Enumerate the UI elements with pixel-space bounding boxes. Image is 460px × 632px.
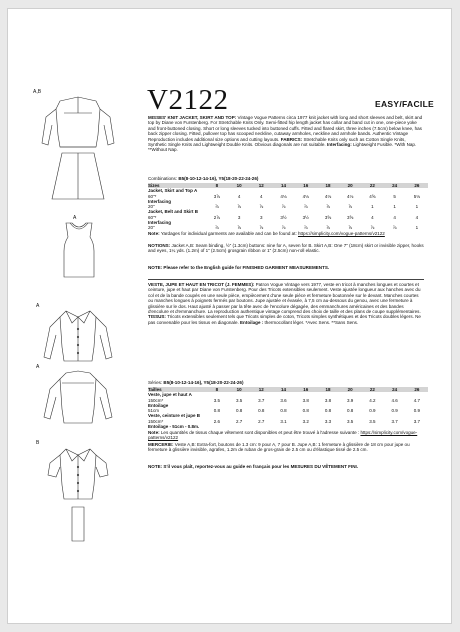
table-cell: 4.7 xyxy=(413,397,420,403)
jacket-skirt-back-illustration xyxy=(28,95,128,205)
table-header-cell: 8 xyxy=(206,387,228,392)
table-cell: 5 xyxy=(393,193,396,199)
table-row xyxy=(148,424,428,429)
table-cell: 0.9 xyxy=(369,408,376,414)
table-cell: 0.8 xyxy=(280,408,287,414)
table-row-label: Veste, jupe et haut A xyxy=(148,392,192,398)
french-note-link[interactable]: https://simplicity.com/vogue-patterns/v2122 xyxy=(148,430,418,441)
table-cell: 2.6 xyxy=(213,418,220,424)
table-header-cell: Sizes xyxy=(148,183,206,188)
table-cell: ⅞ xyxy=(281,225,286,231)
table-row-label: Entoilage xyxy=(148,402,169,408)
english-yardage-table xyxy=(148,183,428,231)
table-row xyxy=(148,225,428,230)
french-description-text: Patron Vogue Vintage vers 1977, veste en tricot à manches longues et courtes et ceinture, jupe et haut par Diane von Furstenberg. Pour des Tricots extensibles seulement. Veste ajustée longueur aux hanches avec du col et de la bande coupés en une seule pièce, empiècement d'une seule pièce et fermeture boutonnée sur le devant. Manches courtes ou manches longues à poignets fermés par boutons. Jupe ajustée et évasée, à 7,5 cm au-dessous du genou, avec une fermeture à glissière sur le dos. Haut ajusté à passer par la tête avec de l'encolure dégagée, des emmanchures américaines et des bandes d'encolure et d'emmanchure. La reproduction authentique vintage comprend des choix de taille et des plans de coupe supplémentaires. xyxy=(148,282,421,315)
table-cell: 3.7 xyxy=(258,397,265,403)
table-cell: 3.3 xyxy=(324,418,332,424)
french-interfacing-label: Entoilage : xyxy=(240,319,264,325)
french-interfacing-text: thermocollant léger. *Avec Sens. **Sans Sens. xyxy=(264,319,359,325)
french-series-label: Séries: xyxy=(148,380,163,385)
jacket-front-long-sleeve-illustration xyxy=(40,307,116,371)
table-header-cell: 14 xyxy=(272,387,294,392)
french-yardage-table xyxy=(148,387,428,429)
table-row-label: 51cm xyxy=(148,408,160,414)
table-cell: 4.2 xyxy=(369,397,376,403)
french-notions xyxy=(148,442,424,453)
table-cell: 4 xyxy=(393,214,396,220)
table-cell: 0.8 xyxy=(302,408,309,414)
table-cell: 4⅝ xyxy=(369,193,376,199)
table-cell: 2.7 xyxy=(258,418,265,424)
table-header-cell: 10 xyxy=(228,183,250,188)
table-header-cell: 18 xyxy=(317,387,339,392)
table-cell: ⅞ xyxy=(237,204,241,210)
table-cell: 1 xyxy=(415,225,419,231)
table-cell: 3⅝ xyxy=(324,214,332,220)
table-cell: 4⅛ xyxy=(302,193,309,199)
top-back-illustration xyxy=(56,221,102,281)
table-cell: 4⅛ xyxy=(324,193,332,199)
table-cell: 3½ xyxy=(280,214,287,220)
table-row-label: Jacket, Skirt and Top A xyxy=(148,188,198,194)
table-cell: 2.7 xyxy=(235,418,243,424)
table-cell: ⅞ xyxy=(214,225,219,231)
table-row-label: Jacket, Belt and Skirt B xyxy=(148,209,199,215)
table-cell: 4 xyxy=(371,214,374,220)
english-note-text: Yardages for individual garments are available and can be found at: xyxy=(160,231,297,236)
table-cell: 3 xyxy=(237,214,241,220)
table-cell: 0.8 xyxy=(235,408,243,414)
illustration-label-jacket-back: A xyxy=(36,364,40,370)
table-cell: 0.9 xyxy=(413,408,420,414)
english-notice-text: Please refer to the English guide for FINISHED GARMENT MEASUREMENTS. xyxy=(163,265,330,270)
english-combinations xyxy=(148,176,424,181)
table-cell: ⅞ xyxy=(237,225,241,231)
table-row-label: 60"* xyxy=(148,214,157,220)
table-header-cell: 10 xyxy=(228,387,250,392)
table-header-cell: 12 xyxy=(250,387,272,392)
table-cell: 3½ xyxy=(302,214,309,220)
french-table-body xyxy=(148,392,428,429)
english-title: MISSES' KNIT JACKET, SKIRT AND TOP: xyxy=(148,115,237,120)
french-note-label: Note: xyxy=(148,430,160,435)
table-cell: 4 xyxy=(415,214,419,220)
table-cell: 3.8 xyxy=(324,397,332,403)
table-header-cell: 22 xyxy=(361,183,383,188)
table-cell: 0.8 xyxy=(347,408,354,414)
english-interfacing-text: Lightweight Fusible. *With Nap. **Without Nap. xyxy=(148,142,417,153)
table-cell: ⅞ xyxy=(348,225,353,231)
jacket-back-long-sleeve-illustration xyxy=(40,369,116,429)
table-cell: 4.6 xyxy=(391,397,398,403)
french-fabrics-text: Tricots extensibles seulement tels que Tricots simples de coton, Tricots simples synthétiques et des Tricots doubles légers. Ne pas convenable pour les tissus en diagonale. xyxy=(148,314,421,325)
table-cell: 3⅞ xyxy=(213,193,220,199)
table-row-label: Interfacing xyxy=(148,220,172,226)
table-cell: ⅞ xyxy=(303,204,308,210)
english-description xyxy=(148,115,424,153)
illustration-label-jacket-short: B xyxy=(36,440,40,446)
table-cell: 3.5 xyxy=(347,418,354,424)
table-cell: ⅞ xyxy=(326,204,330,210)
table-header-cell: 26 xyxy=(406,387,428,392)
table-cell: 3.2 xyxy=(302,418,309,424)
table-header-cell: 20 xyxy=(339,387,361,392)
french-note xyxy=(148,430,424,441)
table-header-cell: 12 xyxy=(250,183,272,188)
illustrations-column xyxy=(8,9,148,623)
table-cell: 0.8 xyxy=(324,408,332,414)
table-cell: ⅞ xyxy=(259,225,264,231)
table-row-label: 20" xyxy=(148,204,155,210)
table-header-cell: 16 xyxy=(295,183,317,188)
french-note-text: Les quantités de tissus chaque vêtement sont disponibles et peut être trouvé à l'adresse suivante : xyxy=(160,430,360,435)
english-notions xyxy=(148,243,424,254)
table-row-label: Interfacing xyxy=(148,198,172,204)
table-header-cell: 16 xyxy=(295,387,317,392)
table-header-cell: 14 xyxy=(272,183,294,188)
english-description-text: Vintage Vogue Patterns circa 1977 knit jacket with long and short sleeves and belt, skirt and top by Diane von Furstenberg. For Stretchable Knits Only. Semi-fitted hip length jacket has collar and band cut in one, one-piece yoke and front-buttoned closing. Short or long sleeves tucked into buttoned cuffs. Fitted and flared skirt, three inches (7.5cm) below knee, has back zipper closing. Fitted, pullover top has scooped neckline, cutaway armholes, neckline and armhole bands. Authentic Vintage Reproduction includes additional size options and cutting layouts. xyxy=(148,115,423,142)
table-header-cell: 20 xyxy=(339,183,361,188)
french-series xyxy=(148,380,424,385)
table-cell: 3 xyxy=(260,214,263,220)
table-cell: ⅞ xyxy=(259,204,264,210)
english-notions-label: NOTIONS: xyxy=(148,243,171,248)
table-cell: 3.9 xyxy=(347,397,354,403)
table-cell: ⅞ xyxy=(348,204,353,210)
table-cell: 2⅞ xyxy=(213,214,220,220)
french-description xyxy=(148,282,424,325)
pattern-envelope-back xyxy=(7,8,452,624)
english-notions-jacket: Jacket A,B: Seam binding, ½" (1.3cm) buttons: nine for A, seven for B. xyxy=(171,243,313,248)
table-cell: 3.7 xyxy=(391,418,398,424)
table-header-cell: 8 xyxy=(206,183,228,188)
table-cell: ⅞ xyxy=(392,225,397,231)
english-note-link[interactable]: https://simplicity.com/vogue-patterns/v2122 xyxy=(297,231,385,236)
english-note xyxy=(148,231,424,236)
english-combinations-text: B5(8-10-12-14-16), Y5(18-20-22-24-26) xyxy=(178,176,259,181)
table-row-label: 150cm* xyxy=(148,418,164,424)
table-cell: ⅞ xyxy=(281,204,286,210)
table-cell: 0.8 xyxy=(258,408,265,414)
table-row-label: 150cm* xyxy=(148,397,164,403)
illustration-label-jacket-skirt: A,B xyxy=(33,89,42,95)
french-series-text: B5(8-10-12-14-16), Y5(18-20-22-24-26) xyxy=(163,380,244,385)
table-cell: 5⅛ xyxy=(413,193,420,199)
table-cell: 3.6 xyxy=(280,397,287,403)
table-cell: 1 xyxy=(371,204,374,210)
table-row-label: Entoilage - 51cm - 0.8m. xyxy=(148,424,200,430)
french-notice-text: S'il vous plaît, reportez-vous au guide en français pour les MESURES DU VÊTEMENT FINI. xyxy=(163,464,359,469)
table-cell: 4⅛ xyxy=(280,193,287,199)
table-cell: 3.5 xyxy=(369,418,376,424)
table-cell: 4 xyxy=(260,193,263,199)
table-header-cell: 24 xyxy=(384,387,406,392)
table-header-cell: 26 xyxy=(406,183,428,188)
table-row-label: 60"* xyxy=(148,193,157,199)
table-cell: 1 xyxy=(393,204,396,210)
section-divider xyxy=(148,279,424,280)
table-cell: ⅞ xyxy=(214,204,219,210)
english-notice-label: NOTE: xyxy=(148,265,163,270)
french-notions-label: MERCERIE: xyxy=(148,442,174,447)
french-notions-jacket: Veste A,B: Extra-fort, boutons de 1.3 cm: 9 pour A, 7 pour B. xyxy=(174,442,297,447)
table-cell: 4 xyxy=(237,193,241,199)
table-cell: 1 xyxy=(415,204,419,210)
table-cell: 3.5 xyxy=(235,397,243,403)
table-cell: 3.5 xyxy=(213,397,220,403)
french-notice-label: NOTE: xyxy=(148,464,163,469)
table-cell: 3⅝ xyxy=(347,214,354,220)
difficulty-label: EASY/FACILE xyxy=(375,99,435,109)
french-notions-skirt: Jupe A,B: 1 fermeture à glissière de 18 cm pour jupe ou fermeture à glissière invisible, agrafes, 1.2m de ruban de gros-grain de 2.5 cm ou d'élastique tissé de 2.5 cm. xyxy=(148,442,410,453)
table-row-label: 20" xyxy=(148,225,155,231)
table-header-cell: 18 xyxy=(317,183,339,188)
pattern-number: V2122 xyxy=(147,84,229,116)
table-cell: 4⅛ xyxy=(347,193,354,199)
french-fabrics-label: TISSUS: xyxy=(148,314,166,320)
english-notions-skirt: Skirt A,B: One 7" (18cm) skirt or invisible zipper, hooks and eyes, 1¼ yds. (1.2m) of 1" (2.5cm) grosgrain ribbon or 1" (2.5cm) non-roll elastic. xyxy=(148,243,424,254)
jacket-short-sleeve-belt-illustration xyxy=(38,445,118,545)
illustration-label-top: A xyxy=(73,215,77,221)
table-header-cell: 24 xyxy=(384,183,406,188)
table-cell: ⅞ xyxy=(303,225,308,231)
english-measurements-note xyxy=(148,265,424,270)
english-note-label: Note: xyxy=(148,231,160,236)
table-cell: 3.1 xyxy=(280,418,287,424)
illustration-label-jacket-front: A xyxy=(36,303,40,309)
english-combinations-label: Combinations: xyxy=(148,176,178,181)
french-title: VESTE, JUPE ET HAUT EN TRICOT (J. FEMMES): xyxy=(148,282,255,287)
table-cell: 3.8 xyxy=(302,397,309,403)
table-header-cell: 22 xyxy=(361,387,383,392)
table-cell: 0.9 xyxy=(391,408,398,414)
table-cell: 0.8 xyxy=(213,408,220,414)
table-cell: 3.7 xyxy=(413,418,420,424)
english-table-body xyxy=(148,188,428,230)
table-cell: ⅞ xyxy=(370,225,375,231)
table-cell: ⅞ xyxy=(326,225,330,231)
english-fabrics-text: Stretchable Knits only such as Cotton Single Knits, Synthetic Single Knits and Lightweight Double Knits. Obvious diagonals are not suitable. xyxy=(148,136,406,148)
english-interfacing-label: Interfacing: xyxy=(326,142,352,148)
table-row-label: Veste, ceinture et jupe B xyxy=(148,413,201,419)
table-header-cell: Tailles xyxy=(148,387,206,392)
french-measurements-note xyxy=(148,464,424,469)
english-fabrics-label: FABRICS: xyxy=(280,136,303,142)
